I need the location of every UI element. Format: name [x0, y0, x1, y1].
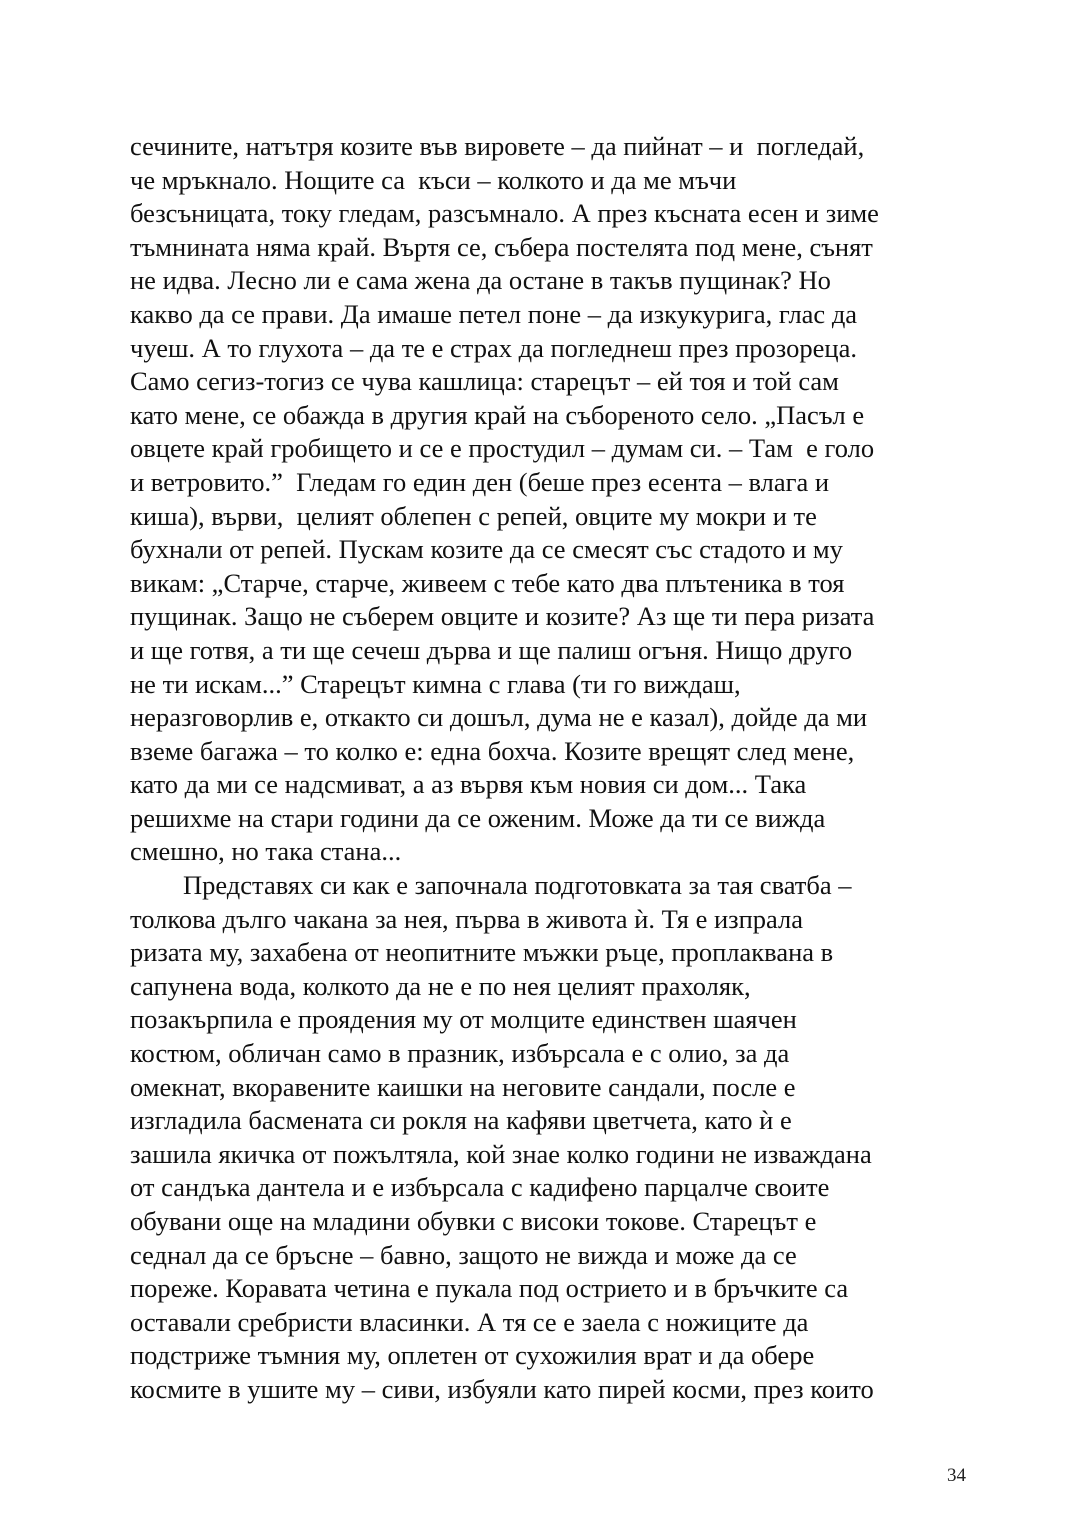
text-line: киша), върви, целият облепен с репей, овците му мокри и те	[130, 500, 817, 531]
text-line: бухнали от репей. Пускам козите да се смесят със стадото и му	[130, 534, 843, 565]
text-line: омекнат, вкоравените каишки на неговите сандали, после е	[130, 1071, 796, 1102]
text-line: неразговорлив е, откакто си дошъл, дума не е казал), дойде да ми	[130, 702, 868, 733]
text-line: не идва. Лесно ли е сама жена да остане в такъв пущинак? Но	[130, 265, 831, 296]
text-line: Само сегиз-тогиз се чува кашлица: старецът – ей тоя и той сам	[130, 366, 839, 397]
text-line: сечините, натътря козите във вировете – да пийнат – и погледай,	[130, 131, 865, 161]
text-line: смешно, но така стана...	[130, 836, 402, 867]
text-line: не ти искам...” Старецът кимна с глава (ти го виждаш,	[130, 668, 741, 699]
text-line: като да ми се надсмиват, а аз вървя към новия си дом... Така	[130, 769, 807, 800]
text-line: оставали сребристи власинки. А тя се е заела с ножиците да	[130, 1306, 809, 1337]
text-line: ризата му, захабена от неопитните мъжки ръце, проплаквана в	[130, 937, 834, 968]
text-line: космите в ушите му – сиви, избуяли като пирей косми, през които	[130, 1373, 874, 1404]
text-line: седнал да се бръсне – бавно, защото не вижда и може да се	[130, 1239, 797, 1270]
text-line: и ще готвя, а ти ще сечеш дърва и ще палиш огъня. Нищо друго	[130, 634, 853, 665]
text-line: позакърпила е проядения му от молците единствен шаячен	[130, 1004, 797, 1035]
text-line: вземе багажа – то колко е: една бохча. Козите врещят след мене,	[130, 735, 855, 766]
text-line: какво да се прави. Да имаше петел поне – да изкукурига, глас да	[130, 298, 858, 329]
text-line: подстриже тъмния му, оплетен от сухожилия врат и да обере	[130, 1340, 815, 1371]
text-line: тъмнината няма край. Въртя се, събера постелята под мене, сънят	[130, 231, 873, 262]
text-line: и ветровито.” Гледам го един ден (беше през есента – влага и	[130, 466, 830, 497]
text-line: като мене, се обажда в другия край на събореното село. „Пасъл е	[130, 399, 865, 430]
text-line: сапунена вода, колкото да не е по нея целият прахоляк,	[130, 970, 751, 1001]
text-line: викам: „Старче, старче, живеем с тебе като два плътеника в тоя	[130, 567, 845, 598]
text-line: овцете край гробището и се е простудил – думам си. – Там е голо	[130, 433, 875, 464]
text-line: изгладила басмената си рокля на кафяви цветчета, като ѝ е	[130, 1105, 792, 1136]
text-line: толкова дълго чакана за нея, първа в живота ѝ. Тя е изпрала	[130, 903, 804, 934]
text-line: пореже. Коравата четина е пукала под острието и в бръчките са	[130, 1273, 849, 1304]
page-number: 34	[947, 1465, 966, 1486]
text-line: решихме на стари години да се оженим. Може да ти се вижда	[130, 802, 826, 833]
text-line: от сандъка дантела и е избърсала с кадифено парцалче своите	[130, 1172, 830, 1203]
text-line: чуеш. А то глухота – да те е страх да погледнеш през прозореца.	[130, 332, 857, 363]
text-line: обувани още на младини обувки с високи токове. Старецът е	[130, 1206, 817, 1236]
body-text	[130, 130, 970, 1407]
text-line: че мръкнало. Нощите са къси – колкото и да ме мъчи	[130, 164, 737, 195]
text-line: пущинак. Защо не съберем овците и козите? Аз ще ти пера ризата	[130, 601, 875, 632]
text-line: костюм, обличан само в празник, избърсала е с олио, за да	[130, 1038, 790, 1069]
text-line: безсъницата, току гледам, разсъмнало. А през късната есен и зиме	[130, 198, 879, 229]
text-line: Представях си как е започнала подготовката за тая сватба –	[130, 870, 852, 901]
text-line: зашила якичка от пожълтяла, кой знае колко години не изваждана	[130, 1138, 872, 1169]
